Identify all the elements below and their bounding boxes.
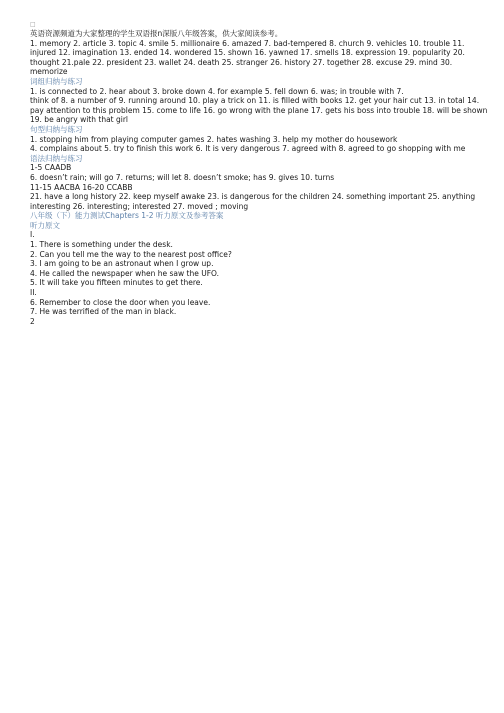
section-2-label: II. bbox=[30, 288, 37, 298]
listening-line: 1. There is something under the desk. bbox=[30, 240, 173, 250]
listening-line: 3. I am going to be an astronaut when I grow up. bbox=[30, 259, 214, 269]
top-mark: □ bbox=[30, 21, 36, 28]
listening-heading: 听力原文 bbox=[30, 220, 60, 230]
grammar-answers-21-27: 21. have a long history 22. keep myself awake 23. is dangerous for the children 24. something important 25. anything interesting 26. interesting; interested 27. moved ; moving bbox=[30, 192, 476, 211]
listening-line: 4. He called the newspaper when he saw the UFO. bbox=[30, 268, 220, 278]
intro-text: 英语资源频道为大家整理的学生双语报n深版八年级答案，供大家阅读参考。 bbox=[30, 29, 283, 38]
sentence-answers: 1. stopping him from playing computer games 2. hates washing 3. help my mother do housework 4. complains about 5. try to finish this work 6. It is very dangerous 7. agreed with 8. agreed to go shopping with me bbox=[30, 134, 466, 154]
document-body bbox=[30, 20, 490, 326]
test-heading: 八年级（下）能力测试Chapters 1-2 听力原文及参考答案 bbox=[30, 211, 224, 221]
listening-line: 6. Remember to close the door when you leave. bbox=[30, 297, 211, 307]
grammar-answers-11-20: 11-15 AACBA 16-20 CCABB bbox=[30, 182, 133, 192]
grammar-answers-6-10: 6. doesn’t rain; will go 7. returns; will let 8. doesn’t smoke; has 9. gives 10. turns bbox=[30, 172, 335, 182]
phrase-answers-a: 1. is connected to 2. hear about 3. broke down 4. for example 5. fell down 6. was; in trouble with 7. bbox=[30, 86, 404, 96]
grammar-answers-1-5: 1-5 CAADB bbox=[30, 163, 72, 173]
listening-line: 7. He was terrified of the man in black. bbox=[30, 307, 177, 317]
listening-line: 2. Can you tell me the way to the nearest post office? bbox=[30, 249, 232, 259]
section-1-label: I. bbox=[30, 230, 35, 240]
phrase-answers-b: think of 8. a number of 9. running around 10. play a trick on 11. is filled with books 12. get your hair cut 13. in total 14. pay attention to this problem 15. come to life 16. go wrong with the plane 17. gets his boss into trouble 18. will be shown 19. be angry with that girl bbox=[30, 96, 488, 125]
listening-line: 5. It will take you fifteen minutes to get there. bbox=[30, 278, 203, 288]
vocab-answers: 1. memory 2. article 3. topic 4. smile 5. millionaire 6. amazed 7. bad-tempered 8. church 9. vehicles 10. trouble 11. injured 12. imagination 13. ended 14. wondered 15. shown 16. yawned 17. smells 18. expression 19. popularity 20. thought 21.pale 22. president 23. wallet 24. death 25. stranger 26. history 27. together 28. excuse 29. mind 30. memorize bbox=[30, 38, 465, 77]
page-number: 2 bbox=[30, 316, 35, 326]
phrase-heading: 词组归纳与练习 bbox=[30, 76, 83, 86]
grammar-heading: 语法归纳与练习 bbox=[30, 153, 83, 163]
sentence-heading: 句型归纳与练习 bbox=[30, 124, 83, 134]
